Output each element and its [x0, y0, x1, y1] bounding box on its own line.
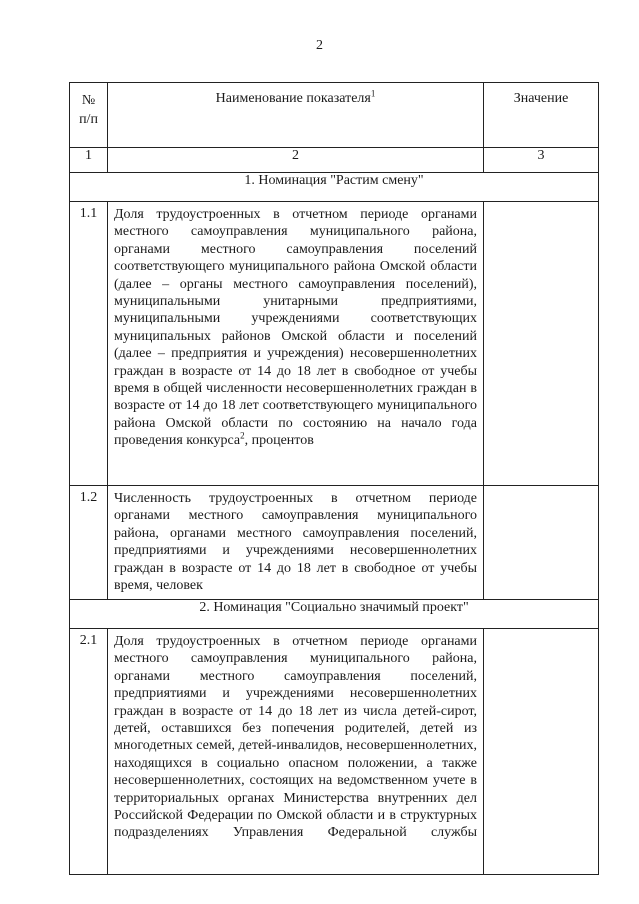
- row-text: [108, 202, 484, 486]
- header-name-label: Наименование показателя: [215, 91, 371, 106]
- header-value: Значение: [484, 83, 599, 148]
- section-title: 1. Номинация "Растим смену": [70, 173, 599, 202]
- column-number-3: 3: [484, 148, 599, 173]
- header-number-line2: п/п: [79, 112, 98, 127]
- section-title: 2. Номинация "Социально значимый проект": [70, 600, 599, 629]
- row-value: [484, 486, 599, 600]
- header-number: [70, 83, 108, 148]
- row-value: [484, 202, 599, 486]
- column-number-2: 2: [108, 148, 484, 173]
- table-header-row: [70, 83, 599, 148]
- header-number-line1: №: [81, 93, 96, 108]
- table-row: [70, 629, 599, 875]
- row-text: Численность трудоустроенных в отчетном периоде органами местного самоуправления муниципального района, органами местного самоуправления поселений, предприятиями и учреждениями несовершеннолетних граждан в возрасте от 14 до 18 лет в свободное от учебы время, человек: [108, 486, 484, 600]
- section-row: [70, 600, 599, 629]
- page-number: 2: [316, 38, 323, 53]
- table-row: [70, 202, 599, 486]
- table-row: [70, 486, 599, 600]
- row-value: [484, 629, 599, 875]
- header-indicator-name: [108, 83, 484, 148]
- row-text: Доля трудоустроенных в отчетном периоде органами местного самоуправления муниципального района, органами местного самоуправления поселений, предприятиями и учреждениями несовершеннолетних граждан в возрасте от 14 до 18 лет из числа детей-сирот, детей, оставшихся без попечения родителей, детей из многодетных семей, детей-инвалидов, несовершеннолетних, находящихся в социально опасном положении, а также несовершеннолетних, состоящих на ведомственном учете в территориальных органах Министерства внутренних дел Российской Федерации по Омской области и в структурных подразделениях Управления Федеральной службы: [108, 629, 484, 875]
- section-row: [70, 173, 599, 202]
- row-number: 1.2: [70, 486, 108, 600]
- column-number-1: 1: [70, 148, 108, 173]
- indicators-table: [69, 82, 599, 875]
- row-number: 2.1: [70, 629, 108, 875]
- header-footnote: 1: [370, 88, 376, 99]
- column-number-row: [70, 148, 599, 173]
- row-text-tail: , процентов: [244, 433, 314, 449]
- row-number: 1.1: [70, 202, 108, 486]
- row-footnote: 2: [240, 430, 245, 441]
- row-text-body: Доля трудоустроенных в отчетном периоде органами местного самоуправления муниципального района, органами местного самоуправления поселений соответствующего муниципального района Омской области (далее – органы местного самоуправления поселений), муниципальными унитарными предприятиями, муниципальными учреждениями соответствующих муниципальных районов Омской области и поселений (далее – предприятия и учреждения) несовершеннолетних граждан в возрасте от 14 до 18 лет в свободное от учебы время в общей численности несовершеннолетних граждан в возрасте от 14 до 18 лет соответствующего муниципального района Омской области по состоянию на начало года проведения конкурса: [114, 207, 477, 449]
